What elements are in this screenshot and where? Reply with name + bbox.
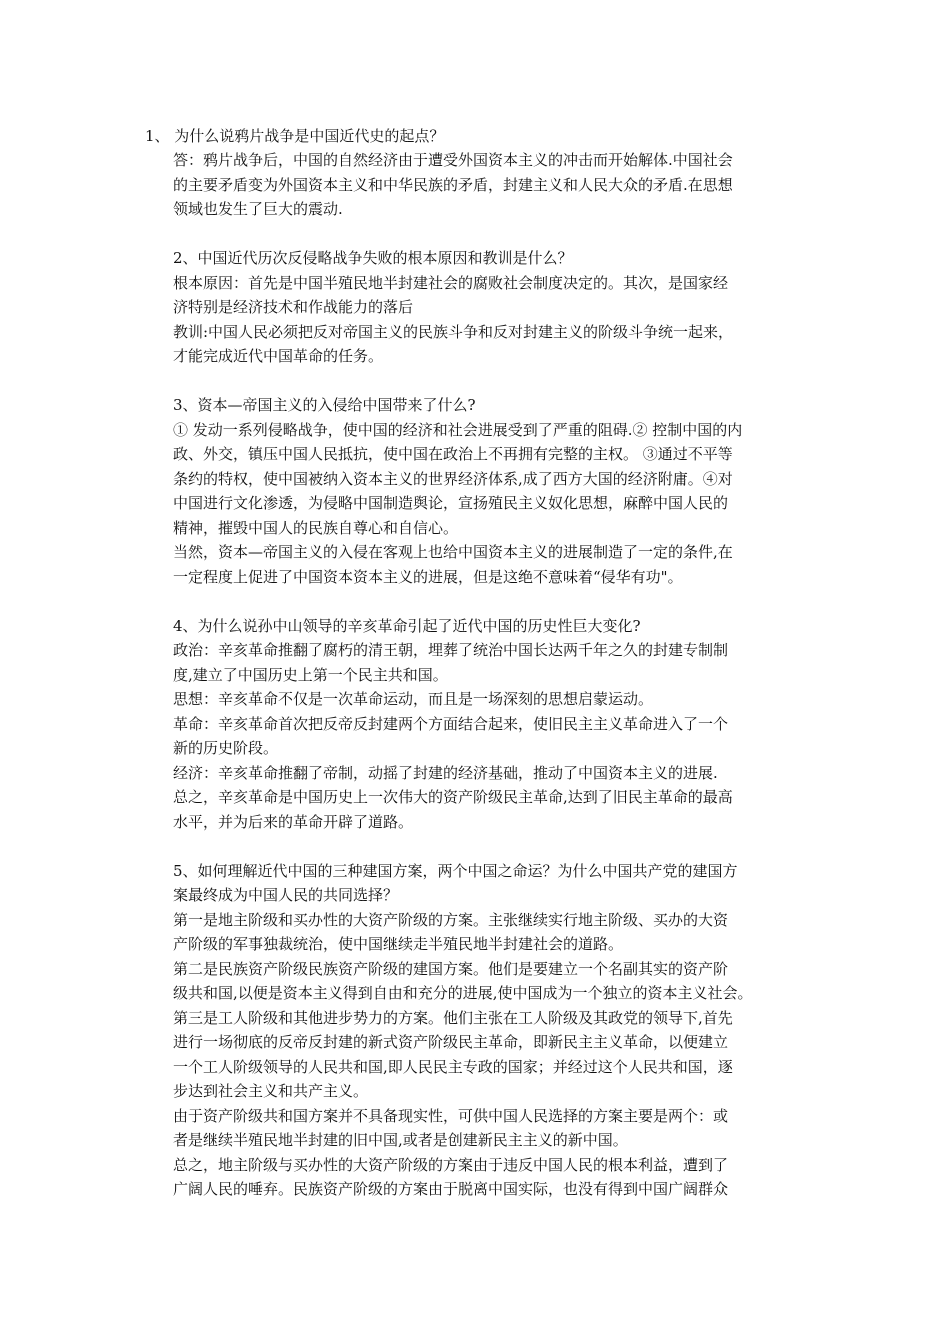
text-line: 广阔人民的唾弃。民族资产阶级的方案由于脱离中国实际，也没有得到中国广阔群众 (173, 1180, 729, 1198)
text-line: 一定程度上促进了中国资本资本主义的进展，但是这绝不意味着“侵华有功"。 (173, 567, 683, 586)
text-line: 才能完成近代中国革命的任务。 (173, 347, 384, 365)
text-line: 济特别是经济技术和作战能力的落后 (173, 298, 414, 316)
question-1-title: 1、 为什么说鸦片战争是中国近代史的起点？ (145, 127, 445, 145)
question-5-title: 5、如何理解近代中国的三种建国方案，两个中国之命运？为什么中国共产党的建国方 (173, 861, 738, 880)
text-line: 级共和国,以便是资本主义得到自由和充分的进展,使中国成为一个独立的资本主义社会。 (173, 984, 753, 1002)
text-line: 第一是地主阶级和买办性的大资产阶级的方案。主张继续实行地主阶级、买办的大资 (173, 910, 729, 929)
text-line: 由于资产阶级共和国方案并不具备现实性，可供中国人民选择的方案主要是两个：或 (173, 1106, 729, 1125)
text-line: 第二是民族资产阶级民族资产阶级的建国方案。他们是要建立一个名副其实的资产阶 (173, 959, 729, 978)
text-line: 当然，资本—帝国主义的入侵在客观上也给中国资本主义的进展制造了一定的条件,在 (173, 543, 733, 561)
paragraph-gap (173, 834, 813, 859)
text-line: 总之，辛亥革命是中国历史上一次伟大的资产阶级民主革命,达到了旧民主革命的最高 (173, 788, 733, 806)
text-line: 步达到社会主义和共产主义。 (173, 1082, 369, 1100)
text-line: 政、外交，镇压中国人民抵抗，使中国在政治上不再拥有完整的主权。 ③通过不平等 (173, 445, 733, 463)
text-line: 水平，并为后来的革命开辟了道路。 (173, 812, 414, 831)
text-line: 总之，地主阶级与买办性的大资产阶级的方案由于违反中国人民的根本利益，遭到了 (173, 1155, 729, 1174)
text-line: 革命：辛亥革命首次把反帝反封建两个方面结合起来，使旧民主主义革命进入了一个 (173, 714, 729, 733)
paragraph-gap (173, 222, 813, 247)
question-2 (173, 246, 813, 369)
text-line: 进行一场彻底的反帝反封建的新式资产阶级民主革命，即新民主主义革命，以便建立 (173, 1033, 729, 1051)
text-line: 领域也发生了巨大的震动. (173, 200, 343, 218)
text-line: 产阶级的军事独裁统治，使中国继续走半殖民地半封建社会的道路。 (173, 935, 624, 953)
text-line: 中国进行文化渗透，为侵略中国制造舆论，宣扬殖民主义奴化思想，麻醉中国人民的 (173, 494, 729, 512)
text-line: 根本原因：首先是中国半殖民地半封建社会的腐败社会制度决定的。其次，是国家经 (173, 273, 729, 292)
question-4-title: 4、为什么说孙中山领导的辛亥革命引起了近代中国的历史性巨大变化? (173, 616, 641, 635)
question-2-title: 2、中国近代历次反侵略战争失败的根本原因和教训是什么？ (173, 249, 573, 267)
question-1-answer (173, 148, 813, 222)
document-body (173, 148, 813, 1202)
text-line: 第三是工人阶级和其他进步势力的方案。他们主张在工人阶级及其政党的领导下,首先 (173, 1008, 733, 1027)
text-line: 新的历史阶段。 (173, 739, 279, 757)
text-line: 经济：辛亥革命推翻了帝制，动摇了封建的经济基础，推动了中国资本主义的进展. (173, 763, 718, 782)
text-line: 精神，摧毁中国人的民族自尊心和自信心。 (173, 518, 459, 537)
text-line: 者是继续半殖民地半封建的旧中国,或者是创建新民主主义的新中国。 (173, 1131, 628, 1149)
question-3-title: 3、资本—帝国主义的入侵给中国带来了什么? (173, 396, 476, 414)
text-line: 的主要矛盾变为外国资本主义和中华民族的矛盾，封建主义和人民大众的矛盾.在思想 (173, 175, 733, 194)
text-line: 度,建立了中国历史上第一个民主共和国。 (173, 665, 448, 684)
paragraph-gap (173, 369, 813, 394)
question-5 (173, 859, 813, 1202)
text-line: 教训:中国人民必须把反对帝国主义的民族斗争和反对封建主义的阶级斗争统一起来， (173, 322, 734, 341)
text-line: 一个工人阶级领导的人民共和国,即人民民主专政的国家；并经过这个人民共和国，逐 (173, 1057, 733, 1076)
text-line: 答：鸦片战争后，中国的自然经济由于遭受外国资本主义的冲击而开始解体.中国社会 (173, 151, 733, 169)
text-line: ① 发动一系列侵略战争，使中国的经济和社会进展受到了严重的阻碍.② 控制中国的内 (173, 420, 743, 439)
question-5-title: 案最终成为中国人民的共同选择？ (173, 886, 399, 904)
question-3 (173, 393, 813, 589)
text-line: 条约的特权，使中国被纳入资本主义的世界经济体系,成了西方大国的经济附庸。④对 (173, 469, 733, 488)
paragraph-gap (173, 589, 813, 614)
text-line: 思想：辛亥革命不仅是一次革命运动，而且是一场深刻的思想启蒙运动。 (173, 690, 654, 708)
text-line: 政治：辛亥革命推翻了腐朽的清王朝，埋葬了统治中国长达两千年之久的封建专制制 (173, 641, 729, 659)
question-4 (173, 614, 813, 835)
